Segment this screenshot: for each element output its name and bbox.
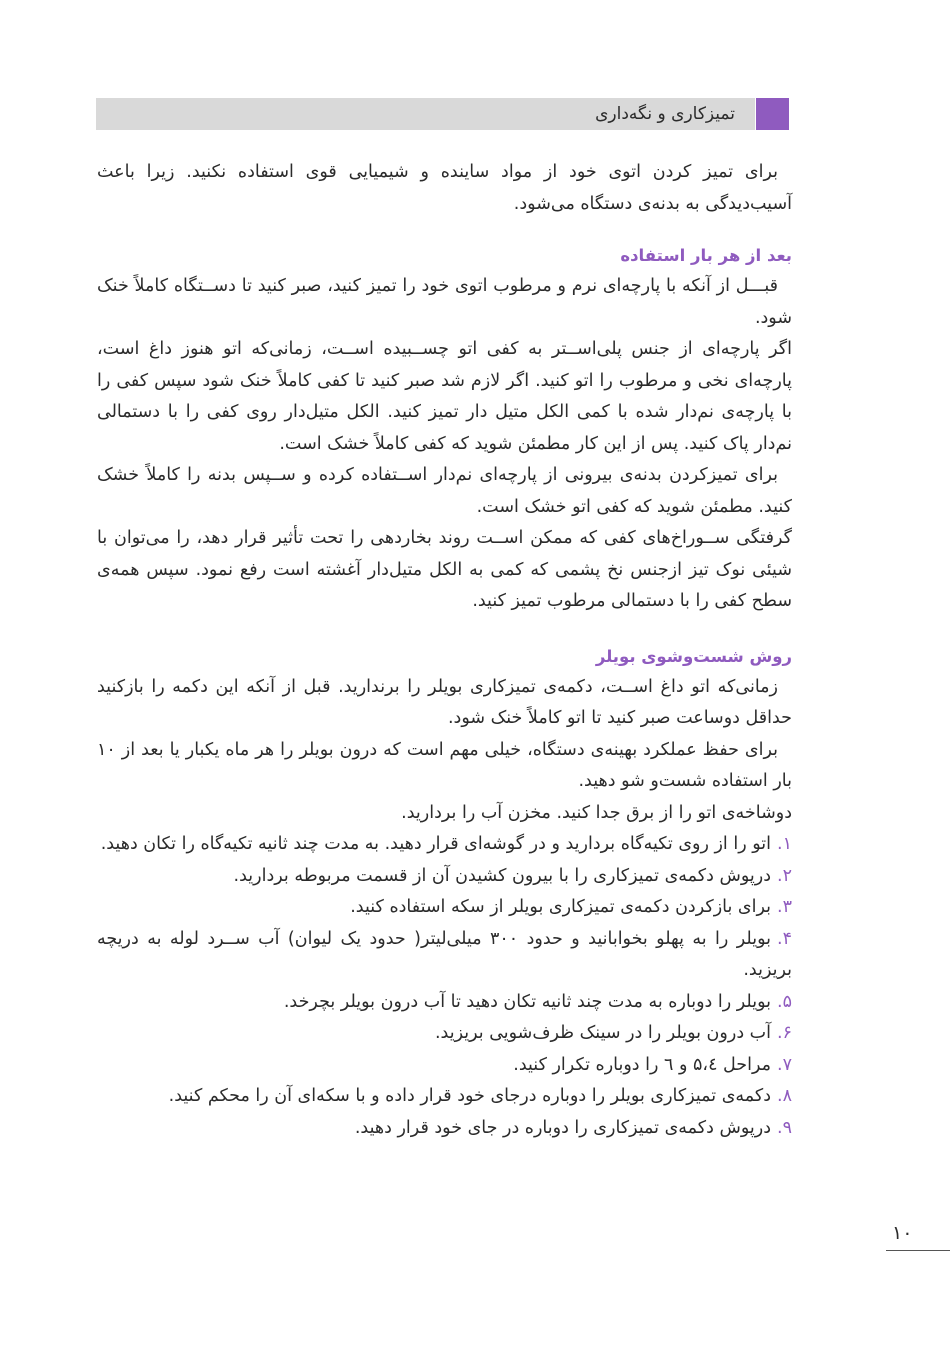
boiler-paragraph: برای حفظ عملکرد بهینه‌ی دستگاه، خیلی مهم است که درون بویلر را هر ماه یکبار یا بعد از ۱۰ بار استفاده شست‌و شو دهید. [97, 739, 792, 791]
step-text: درپوش دکمه‌ی تمیزکاری را دوباره در جای خود قرار دهید. [354, 1117, 772, 1138]
page-number: ۱۰ [892, 1222, 913, 1244]
step-text: آب درون بویلر را در سینک ظرف‌شویی بریزید. [434, 1023, 772, 1043]
page-content [97, 157, 792, 1144]
list-item [97, 987, 792, 1019]
after-use-paragraph: گرفتگی ســوراخ‌های کفی که ممکن اســت روند بخاردهی را تحت تأثیر قرار دهد، را می‌توان با شیئی نوک تیز ازجنس نخ پشمی که کمی به الکل متیل‌دار آغشته است رفع نمود. سپس همه‌ی سطح کفی را با دستمالی مرطوب تمیز کنید. [97, 528, 792, 611]
intro-paragraph: برای تمیز کردن اتوی خود از مواد ساینده و شیمیایی قوی استفاده نکنید. زیرا باعث آسیب‌دیدگی به بدنه‌ی دستگاه می‌شود. [97, 162, 792, 214]
page-number-rule [886, 1250, 950, 1251]
after-use-paragraph: اگر پارچه‌ای از جنس پلی‌اســتر به کفی اتو چســبیده اســت، زمانی‌که اتو هنوز داغ است، پارچه‌ای نخی و مرطوب را اتو کنید. اگر لازم شد صبر کنید تا کفی کاملاً خنک شود سپس کفی را با پارچه‌ی نم‌دار شده با کمی الکل متیل دار تمیز کنید. الکل متیل‌دار روی کفی را با دستمالی نم‌دار پاک کنید. پس از این کار مطمئن شوید که کفی کاملاً خشک است. [97, 339, 792, 454]
list-item [97, 861, 792, 893]
header-accent-square [756, 98, 789, 130]
step-number: ۲. [777, 865, 792, 886]
list-item [97, 1113, 792, 1145]
step-number: ۳. [777, 897, 792, 917]
step-number: ۱. [777, 834, 792, 854]
step-number: ۶. [777, 1023, 792, 1043]
list-item [97, 892, 792, 924]
boiler-paragraph: زمانی‌که اتو داغ اســت، دکمه‌ی تمیزکاری بویلر را برندارید. قبل از آنکه این دکمه را بازکنید حداقل دوساعت صبر کنید تا اتو کاملاً خنک شود. [97, 676, 792, 728]
after-use-paragraph: برای تمیزکردن بدنه‌ی بیرونی از پارچه‌ای نم‌دار اســتفاده کرده و ســپس بدنه را کاملاً خشک کنید. مطمئن شوید که کفی اتو خشک است. [97, 465, 792, 517]
boiler-steps-list [97, 829, 792, 1144]
step-text: اتو را از روی تکیه‌گاه بردارید و در گوشه‌ای قرار دهید. به مدت چند ثانیه تکیه‌گاه را تکان دهید. [100, 834, 772, 854]
step-text: برای بازکردن دکمه‌ی تمیزکاری بویلر از سکه استفاده کنید. [350, 897, 772, 917]
boiler-heading: روش شست‌وشوی بویلر [595, 646, 792, 666]
step-number: ۹. [777, 1117, 792, 1138]
step-text: بویلر را به پهلو بخوابانید و حدود ۳۰۰ میلی‌لیتر( حدود یک لیوان) آب ســرد لوله به دریچه بریزید. [97, 928, 792, 980]
step-text: مراحل ۵،٤ و ٦ را دوباره تکرار کنید. [513, 1054, 772, 1075]
step-number: ۴. [777, 928, 792, 949]
list-item [97, 829, 792, 861]
boiler-paragraph: دوشاخه‌ی اتو را از برق جدا کنید. مخزن آب را بردارید. [401, 802, 792, 823]
step-text: دکمه‌ی تمیزکاری بویلر را دوباره درجای خود قرار داده و با سکه‌ای آن را محکم کنید. [168, 1086, 772, 1106]
list-item [97, 924, 792, 987]
step-number: ۸. [777, 1086, 792, 1106]
step-number: ۷. [777, 1054, 792, 1075]
list-item [97, 1050, 792, 1082]
after-use-heading: بعد از هر بار استفاده [620, 246, 792, 265]
step-number: ۵. [777, 991, 792, 1012]
after-use-paragraph: قبـــل از آنکه با پارچه‌ای نرم و مرطوب اتوی خود را تمیز کنید، صبر کنید تا دســتگاه کاملاً خنک شود. [97, 276, 792, 328]
step-text: درپوش دکمه‌ی تمیزکاری را با بیرون کشیدن آن از قسمت مربوطه بردارید. [233, 865, 772, 886]
list-item [97, 1018, 792, 1050]
step-text: بویلر را دوباره به مدت چند ثانیه تکان دهید تا آب درون بویلر بچرخد. [283, 991, 772, 1012]
section-title: تمیزکاری و نگه‌داری [595, 104, 735, 124]
list-item [97, 1081, 792, 1113]
